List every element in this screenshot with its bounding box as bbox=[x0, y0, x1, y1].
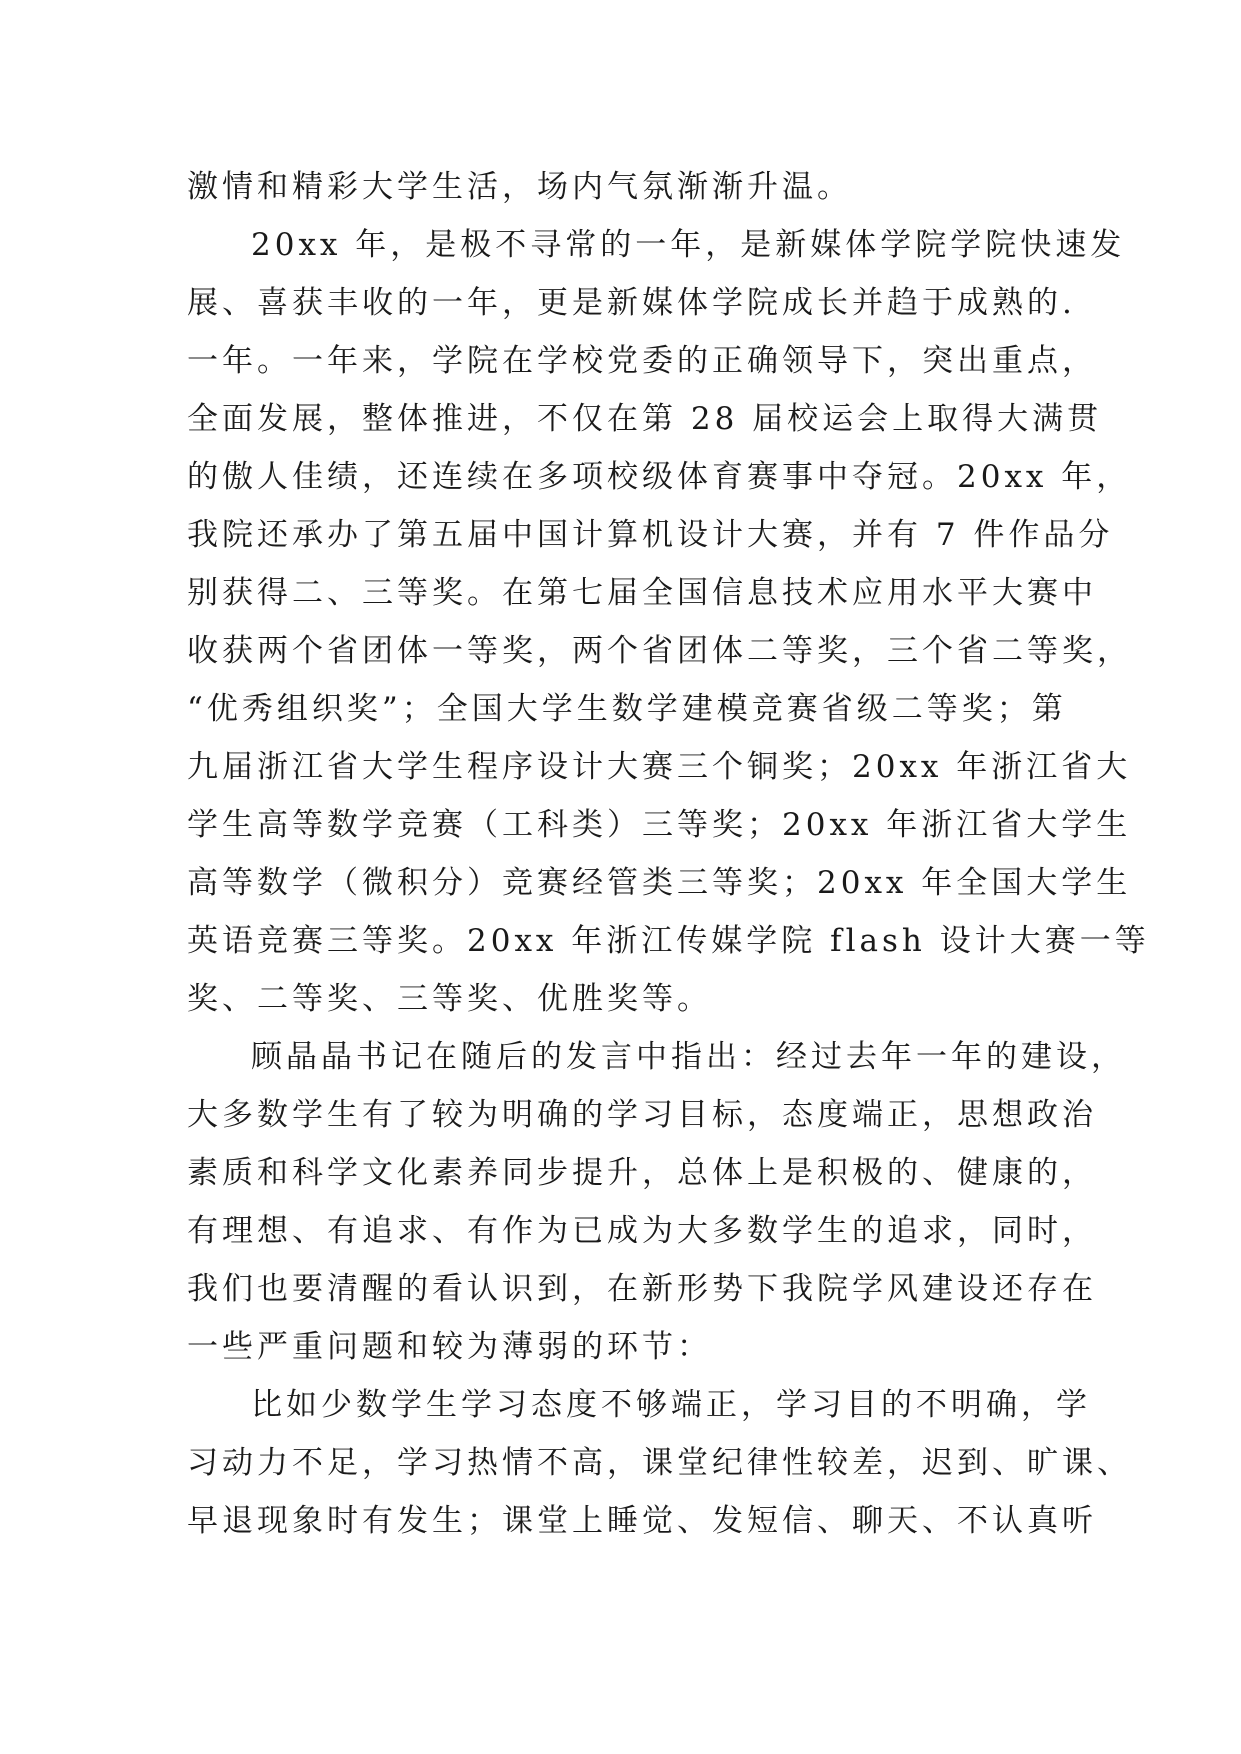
text-line: 学生高等数学竞赛（工科类）三等奖；20xx 年浙江省大学生 bbox=[187, 807, 1132, 843]
paragraph-start-line: 顾晶晶书记在随后的发言中指出：经过去年一年的建设， bbox=[251, 1039, 1126, 1075]
paragraph-start-line: 比如少数学生学习态度不够端正，学习目的不明确，学 bbox=[251, 1387, 1091, 1423]
body-text bbox=[187, 158, 1150, 1550]
text-line: 高等数学（微积分）竞赛经管类三等奖；20xx 年全国大学生 bbox=[187, 865, 1132, 901]
text-line: 奖、二等奖、三等奖、优胜奖等。 bbox=[187, 981, 712, 1017]
text-line: 我们也要清醒的看认识到，在新形势下我院学风建设还存在 bbox=[187, 1271, 1097, 1307]
text-line: 展、喜获丰收的一年，更是新媒体学院成长并趋于成熟的. bbox=[187, 285, 1076, 321]
text-line: 别获得二、三等奖。在第七届全国信息技术应用水平大赛中 bbox=[187, 575, 1097, 611]
text-line: 收获两个省团体一等奖，两个省团体二等奖，三个省二等奖， bbox=[187, 633, 1132, 669]
text-line: 一些严重问题和较为薄弱的环节： bbox=[187, 1329, 712, 1365]
text-line: 大多数学生有了较为明确的学习目标，态度端正，思想政治 bbox=[187, 1097, 1097, 1133]
text-line: 英语竞赛三等奖。20xx 年浙江传媒学院 flash 设计大赛一等 bbox=[187, 923, 1150, 959]
paragraph-start-line: 20xx 年，是极不寻常的一年，是新媒体学院学院快速发 bbox=[251, 227, 1126, 263]
text-line: 全面发展，整体推进，不仅在第 28 届校运会上取得大满贯 bbox=[187, 401, 1103, 437]
text-line: 习动力不足，学习热情不高，课堂纪律性较差，迟到、旷课、 bbox=[187, 1445, 1132, 1481]
text-line: 我院还承办了第五届中国计算机设计大赛，并有 7 件作品分 bbox=[187, 517, 1114, 553]
text-line: “优秀组织奖”；全国大学生数学建模竞赛省级二等奖；第 bbox=[187, 691, 1067, 727]
text-line: 的傲人佳绩，还连续在多项校级体育赛事中夺冠。20xx 年， bbox=[187, 459, 1132, 495]
text-line: 一年。一年来，学院在学校党委的正确领导下，突出重点， bbox=[187, 343, 1097, 379]
text-line: 激情和精彩大学生活，场内气氛渐渐升温。 bbox=[187, 169, 852, 205]
text-line: 早退现象时有发生；课堂上睡觉、发短信、聊天、不认真听 bbox=[187, 1503, 1097, 1539]
text-line: 素质和科学文化素养同步提升，总体上是积极的、健康的， bbox=[187, 1155, 1097, 1191]
text-line: 有理想、有追求、有作为已成为大多数学生的追求，同时， bbox=[187, 1213, 1097, 1249]
text-line: 九届浙江省大学生程序设计大赛三个铜奖；20xx 年浙江省大 bbox=[187, 749, 1132, 785]
